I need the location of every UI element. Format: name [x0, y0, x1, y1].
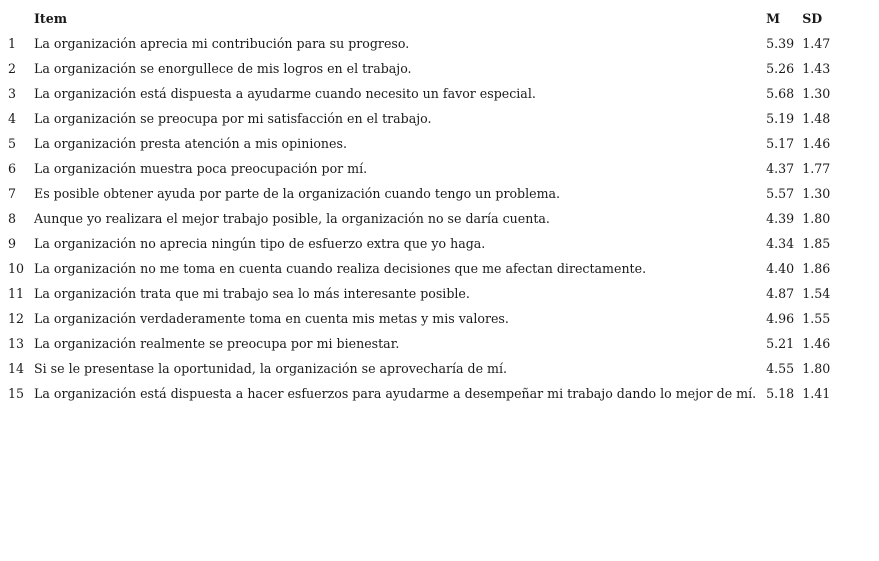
items-table-container [4, 6, 834, 406]
table-row [4, 381, 834, 406]
row-item-text: La organización no me toma en cuenta cuando realiza decisiones que me afectan directamente. [34, 261, 647, 276]
table-row [4, 131, 834, 156]
table-header [4, 6, 834, 31]
row-sd: 1.46 [802, 336, 831, 351]
row-mean: 4.37 [766, 161, 795, 176]
table-row [4, 306, 834, 331]
row-item-text: La organización muestra poca preocupación por mí. [34, 161, 368, 176]
row-index: 13 [8, 336, 25, 351]
row-item-text: Si se le presentase la oportunidad, la organización se aprovecharía de mí. [34, 361, 507, 376]
row-item-text: La organización trata que mi trabajo sea lo más interesante posible. [34, 286, 470, 301]
row-mean: 5.19 [766, 111, 795, 126]
row-sd: 1.47 [802, 36, 831, 51]
row-index: 2 [8, 61, 17, 76]
items-table [4, 6, 834, 406]
row-index: 11 [8, 286, 25, 301]
table-row [4, 231, 834, 256]
header-item: Item [34, 11, 68, 26]
table-row [4, 156, 834, 181]
row-sd: 1.46 [802, 136, 831, 151]
row-index: 6 [8, 161, 17, 176]
row-mean: 5.26 [766, 61, 795, 76]
table-row [4, 81, 834, 106]
row-mean: 4.39 [766, 211, 795, 226]
row-item-text: La organización está dispuesta a ayudarme cuando necesito un favor especial. [34, 86, 536, 101]
header-row [4, 6, 834, 31]
row-sd: 1.48 [802, 111, 831, 126]
row-item-text: La organización realmente se preocupa por mi bienestar. [34, 336, 400, 351]
row-index: 12 [8, 311, 25, 326]
row-mean: 5.39 [766, 36, 795, 51]
row-mean: 4.40 [766, 261, 795, 276]
header-m: M [766, 11, 781, 26]
row-item-text: La organización presta atención a mis opiniones. [34, 136, 347, 151]
row-sd: 1.80 [802, 211, 831, 226]
row-mean: 5.17 [766, 136, 795, 151]
table-row [4, 106, 834, 131]
row-mean: 4.87 [766, 286, 795, 301]
row-item-text: La organización está dispuesta a hacer esfuerzos para ayudarme a desempeñar mi trabajo dando lo mejor de mí. [34, 386, 757, 401]
row-item-text: Aunque yo realizara el mejor trabajo posible, la organización no se daría cuenta. [34, 211, 550, 226]
row-item-text: La organización aprecia mi contribución para su progreso. [34, 36, 410, 51]
row-sd: 1.43 [802, 61, 831, 76]
row-item-text: La organización no aprecia ningún tipo de esfuerzo extra que yo haga. [34, 236, 486, 251]
row-sd: 1.54 [802, 286, 831, 301]
row-sd: 1.80 [802, 361, 831, 376]
row-index: 7 [8, 186, 17, 201]
table-row [4, 356, 834, 381]
row-sd: 1.30 [802, 186, 831, 201]
row-sd: 1.30 [802, 86, 831, 101]
header-index [4, 6, 30, 31]
row-mean: 5.68 [766, 86, 795, 101]
row-sd: 1.77 [802, 161, 831, 176]
table-body [4, 31, 834, 406]
table-row [4, 256, 834, 281]
row-sd: 1.41 [802, 386, 831, 401]
row-mean: 4.55 [766, 361, 795, 376]
table-row [4, 331, 834, 356]
row-mean: 5.57 [766, 186, 795, 201]
row-sd: 1.55 [802, 311, 831, 326]
header-sd: SD [802, 11, 823, 26]
row-index: 3 [8, 86, 17, 101]
row-index: 15 [8, 386, 25, 401]
row-mean: 4.96 [766, 311, 795, 326]
row-sd: 1.86 [802, 261, 831, 276]
row-mean: 5.18 [766, 386, 795, 401]
row-sd: 1.85 [802, 236, 831, 251]
table-row [4, 206, 834, 231]
row-item-text: La organización se enorgullece de mis logros en el trabajo. [34, 61, 412, 76]
row-item-text: La organización se preocupa por mi satisfacción en el trabajo. [34, 111, 432, 126]
table-row [4, 181, 834, 206]
table-row [4, 31, 834, 56]
row-index: 5 [8, 136, 17, 151]
row-index: 4 [8, 111, 17, 126]
table-row [4, 281, 834, 306]
row-mean: 4.34 [766, 236, 795, 251]
row-index: 9 [8, 236, 17, 251]
row-index: 8 [8, 211, 17, 226]
row-index: 14 [8, 361, 25, 376]
table-row [4, 56, 834, 81]
row-mean: 5.21 [766, 336, 795, 351]
row-index: 10 [8, 261, 25, 276]
row-item-text: Es posible obtener ayuda por parte de la organización cuando tengo un problema. [34, 186, 561, 201]
row-item-text: La organización verdaderamente toma en cuenta mis metas y mis valores. [34, 311, 509, 326]
row-index: 1 [8, 36, 17, 51]
